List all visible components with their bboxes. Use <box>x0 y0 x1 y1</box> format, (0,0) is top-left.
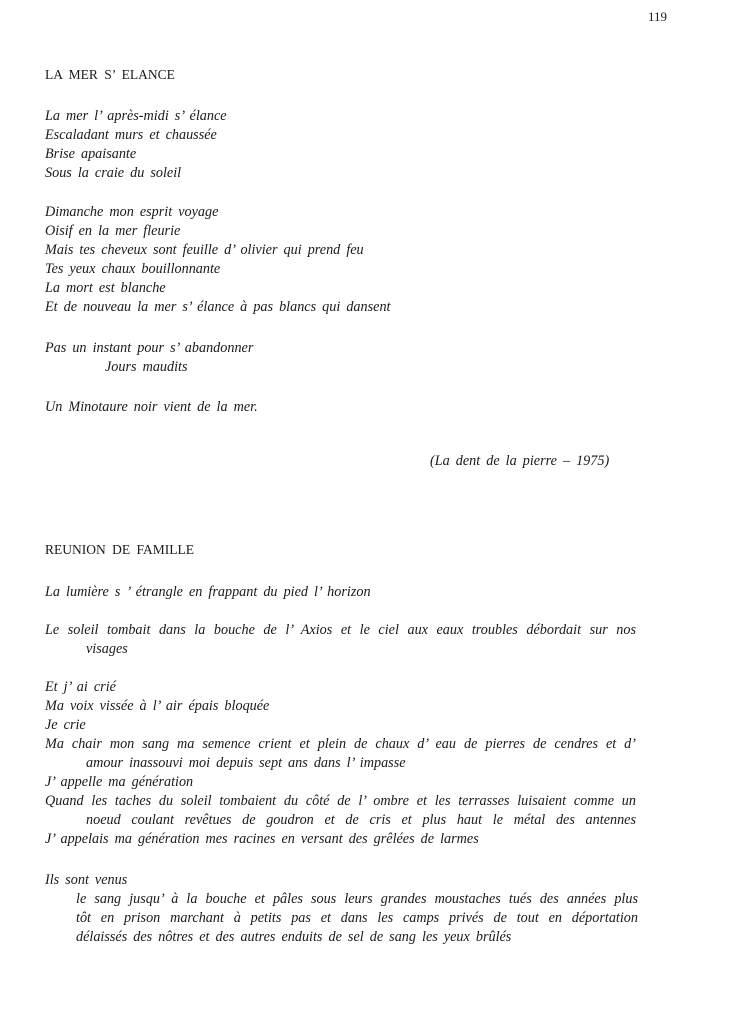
poem-line: Un Minotaure noir vient de la mer. <box>45 399 258 415</box>
poem-line: J’ appelle ma génération <box>45 774 194 790</box>
poem-line: Et de nouveau la mer s’ élance à pas blancs qui dansent <box>45 299 391 315</box>
poem-line: Et j’ ai crié <box>45 679 116 695</box>
poem-line: Pas un instant pour s’ abandonner <box>45 340 254 356</box>
poem-line: tôt en prison marchant à petits pas et dans les camps privés de tout en déportation <box>76 910 638 926</box>
poem-line: noeud coulant revêtues de goudron et de cris et plus haut le métal des antennes <box>86 812 636 828</box>
page-number: 119 <box>648 9 668 24</box>
poem-line: Ma voix vissée à l’ air épais bloquée <box>45 698 270 714</box>
poem-line: le sang jusqu’ à la bouche et pâles sous leurs grandes moustaches tués des années plus <box>76 891 638 907</box>
poem-line: La mer l’ après-midi s’ élance <box>45 108 227 124</box>
poem-source: (La dent de la pierre – 1975) <box>430 453 610 469</box>
poem-line: La mort est blanche <box>45 280 166 296</box>
poem-line: Quand les taches du soleil tombaient du côté de l’ ombre et les terrasses luisaient comme un <box>45 793 636 809</box>
poem-line: Ma chair mon sang ma semence crient et plein de chaux d’ eau de pierres de cendres et d’ <box>45 736 636 752</box>
poem-line: Mais tes cheveux sont feuille d’ olivier qui prend feu <box>45 242 364 258</box>
poem-line: J’ appelais ma génération mes racines en versant des grêlées de larmes <box>45 831 479 847</box>
poem-line: Le soleil tombait dans la bouche de l’ Axios et le ciel aux eaux troubles débordait sur nos <box>45 622 636 638</box>
poem-title: LA MER S’ ELANCE <box>45 67 175 82</box>
poem-line: Je crie <box>45 717 86 733</box>
poem-line: Tes yeux chaux bouillonnante <box>45 261 221 277</box>
poem-line: Oisif en la mer fleurie <box>45 223 181 239</box>
poem-line: Dimanche mon esprit voyage <box>45 204 219 220</box>
poem-line: visages <box>86 641 128 657</box>
poem-line: La lumière s ’ étrangle en frappant du pied l’ horizon <box>45 584 371 600</box>
poem-line: Ils sont venus <box>45 872 128 888</box>
poem-line: Escaladant murs et chaussée <box>45 127 217 143</box>
poem-line: amour inassouvi moi depuis sept ans dans l’ impasse <box>86 755 406 771</box>
poem-line: Jours maudits <box>105 359 188 375</box>
poem-line: délaissés des nôtres et des autres enduits de sel de sang les yeux brûlés <box>76 929 512 945</box>
poem-line: Brise apaisante <box>45 146 137 162</box>
poem-line: Sous la craie du soleil <box>45 165 182 181</box>
poem-title: REUNION DE FAMILLE <box>45 542 194 557</box>
